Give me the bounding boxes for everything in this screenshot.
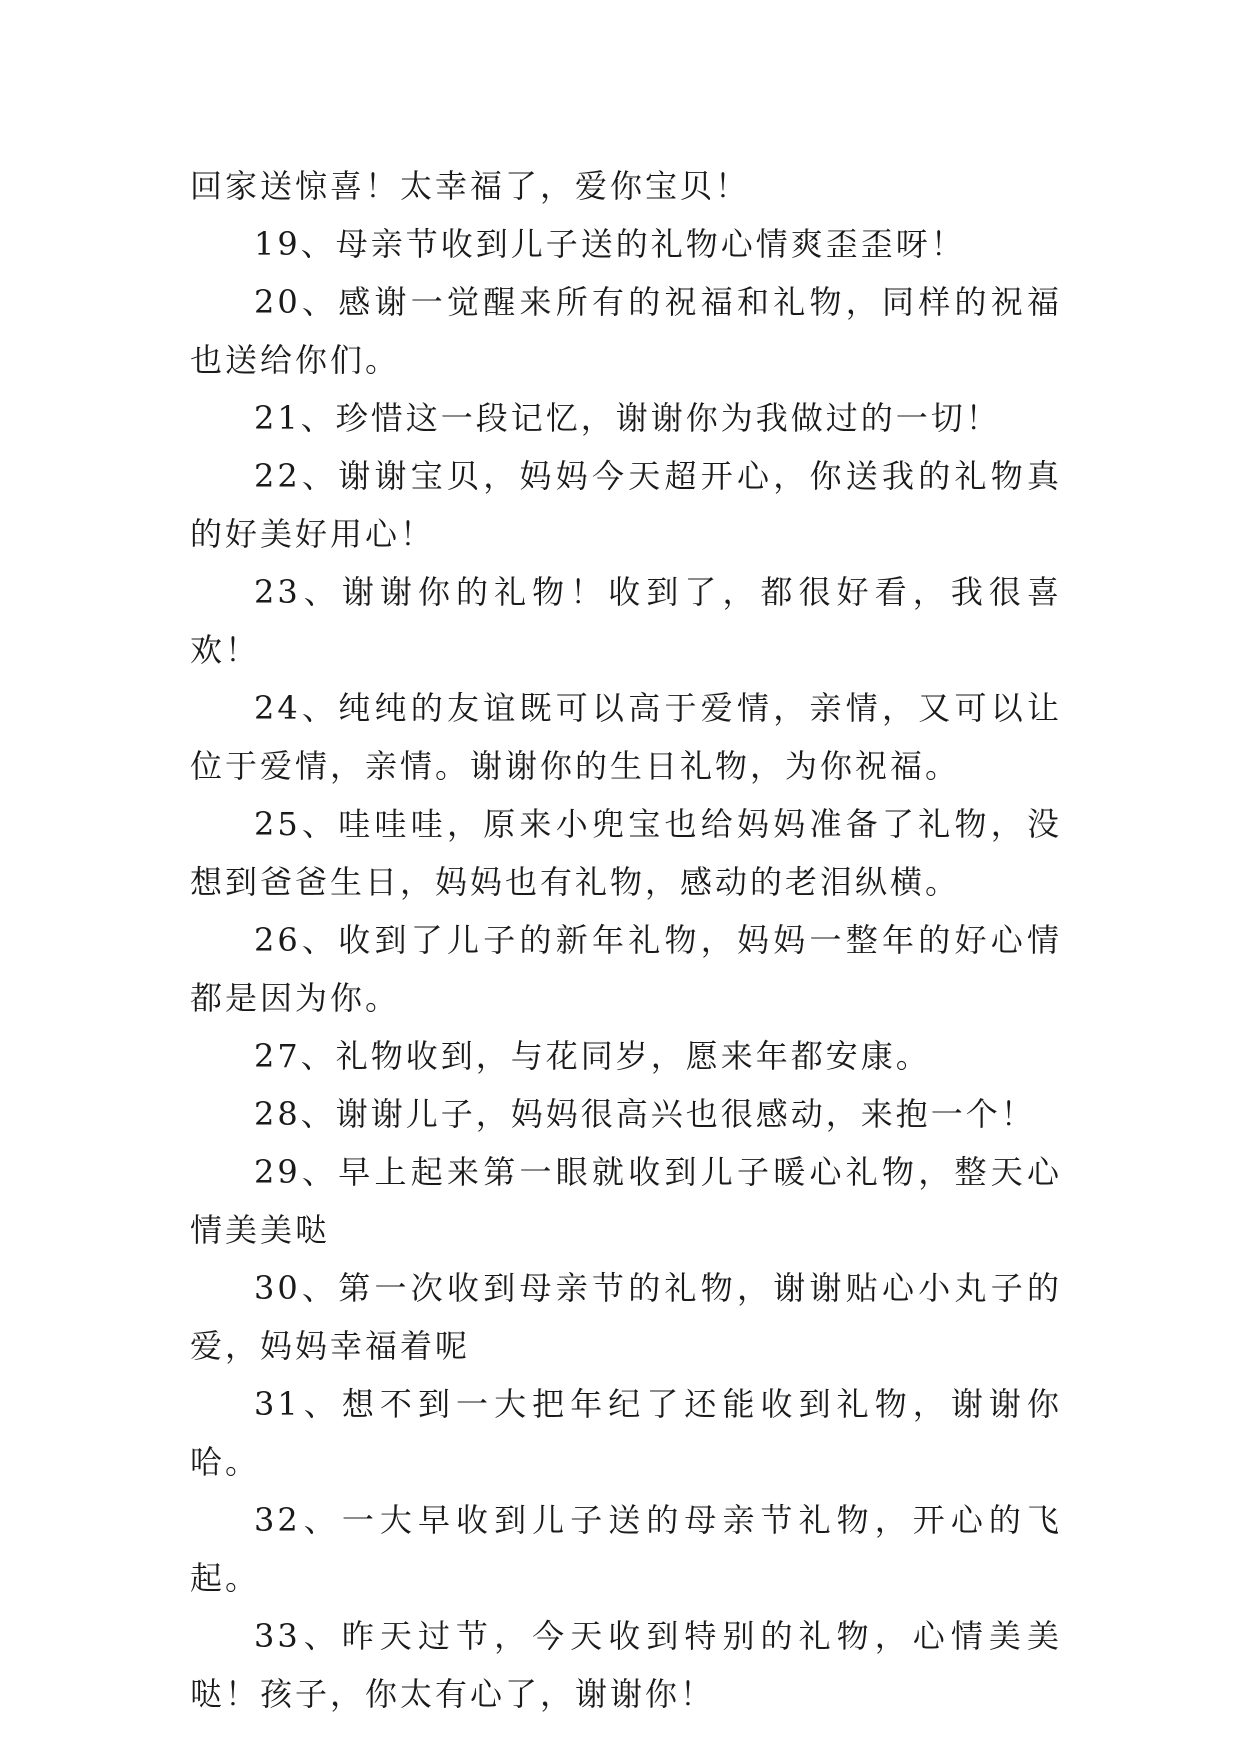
paragraph-item-23: 23、谢谢你的礼物！收到了，都很好看，我很喜欢！ xyxy=(190,573,1062,669)
paragraph-item-28: 28、谢谢儿子，妈妈很高兴也很感动，来抱一个！ xyxy=(254,1095,1036,1133)
paragraph-item-30: 30、第一次收到母亲节的礼物，谢谢贴心小丸子的爱，妈妈幸福着呢 xyxy=(190,1269,1062,1365)
document-body xyxy=(190,157,1062,1723)
paragraph-item-20: 20、感谢一觉醒来所有的祝福和礼物，同样的祝福也送给你们。 xyxy=(190,283,1062,379)
paragraph-item-19: 19、母亲节收到儿子送的礼物心情爽歪歪呀！ xyxy=(254,225,966,263)
paragraph-item-26: 26、收到了儿子的新年礼物，妈妈一整年的好心情都是因为你。 xyxy=(190,921,1062,1017)
paragraph-item-22: 22、谢谢宝贝，妈妈今天超开心，你送我的礼物真的好美好用心！ xyxy=(190,457,1062,553)
paragraph-continuation: 回家送惊喜！太幸福了，爱你宝贝！ xyxy=(190,167,751,205)
paragraph-item-31: 31、想不到一大把年纪了还能收到礼物，谢谢你哈。 xyxy=(190,1385,1062,1481)
paragraph-item-29: 29、早上起来第一眼就收到儿子暖心礼物，整天心情美美哒 xyxy=(190,1153,1062,1249)
paragraph-item-32: 32、一大早收到儿子送的母亲节礼物，开心的飞起。 xyxy=(190,1501,1062,1597)
paragraph-item-33: 33、昨天过节，今天收到特别的礼物，心情美美哒！孩子，你太有心了，谢谢你！ xyxy=(190,1617,1062,1713)
paragraph-item-21: 21、珍惜这一段记忆，谢谢你为我做过的一切！ xyxy=(254,399,1001,437)
paragraph-item-27: 27、礼物收到，与花同岁，愿来年都安康。 xyxy=(254,1037,931,1075)
paragraph-item-25: 25、哇哇哇，原来小兜宝也给妈妈准备了礼物，没想到爸爸生日，妈妈也有礼物，感动的老泪纵横。 xyxy=(190,805,1062,901)
paragraph-item-24: 24、纯纯的友谊既可以高于爱情，亲情，又可以让位于爱情，亲情。谢谢你的生日礼物，为你祝福。 xyxy=(190,689,1062,785)
